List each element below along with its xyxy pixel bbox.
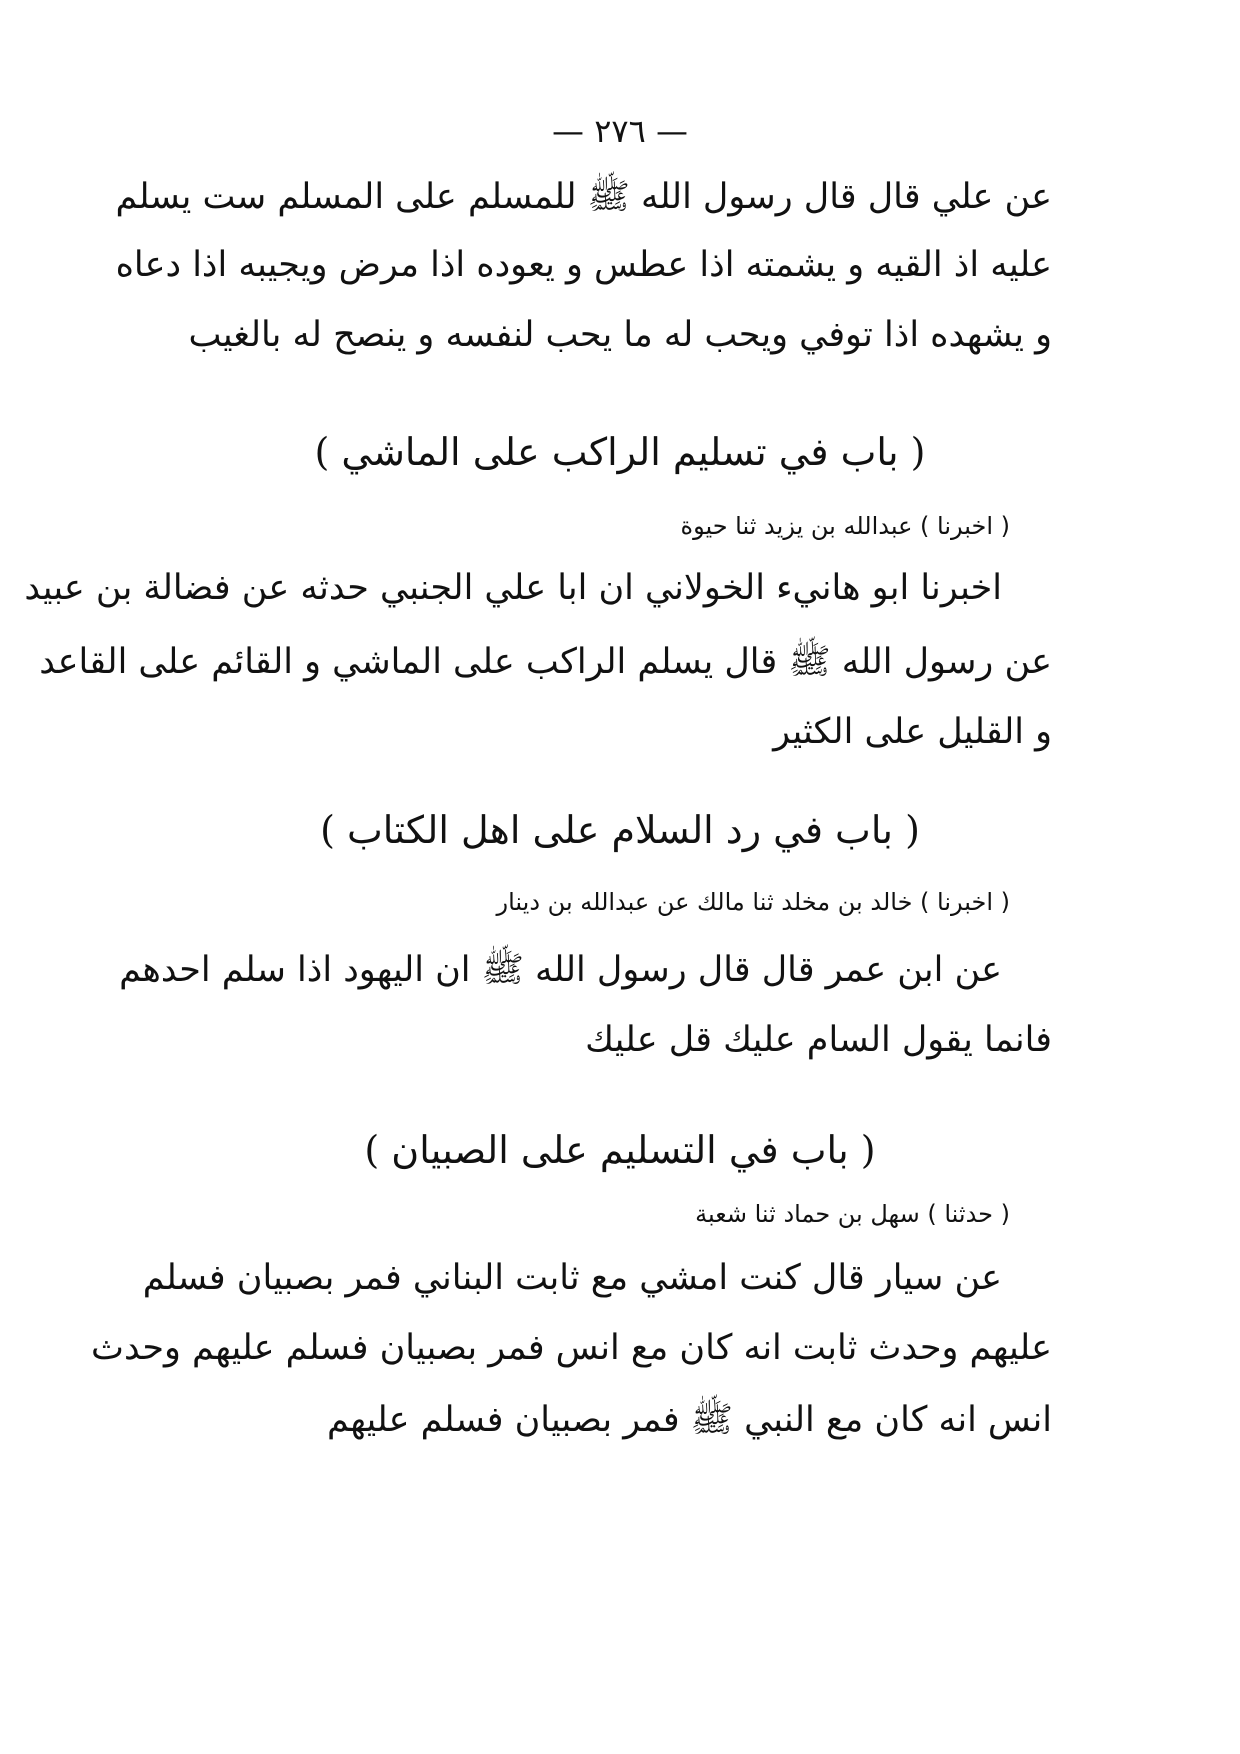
text-line: و القليل على الكثير: [773, 712, 1052, 752]
text-line: عليهم وحدث ثابت انه كان مع انس فمر بصبيان فسلم عليهم وحدث: [91, 1328, 1052, 1368]
text-line: اخبرنا ابو هانيء الخولاني ان ابا علي الجنبي حدثه عن فضالة بن عبيد: [24, 568, 1002, 608]
text-line: عن رسول الله ﷺ قال يسلم الراكب على الماشي و القائم على القاعد: [39, 642, 1052, 682]
text-line: عن علي قال قال رسول الله ﷺ للمسلم على المسلم ست يسلم: [115, 177, 1052, 217]
chapter-heading: ( باب في التسليم على الصبيان ): [364, 1128, 876, 1172]
page-number: — ٢٧٦ —: [552, 112, 688, 150]
text-line: عن ابن عمر قال قال رسول الله ﷺ ان اليهود اذا سلم احدهم: [119, 950, 1002, 990]
isnad-line: ( اخبرنا ) خالد بن مخلد ثنا مالك عن عبدالله بن دينار: [496, 888, 1010, 916]
chapter-heading: ( باب في رد السلام على اهل الكتاب ): [320, 808, 920, 852]
text-line: انس انه كان مع النبي ﷺ فمر بصبيان فسلم عليهم: [327, 1400, 1052, 1440]
text-line: و يشهده اذا توفي ويحب له ما يحب لنفسه و ينصح له بالغيب: [188, 315, 1052, 355]
text-line: عن سيار قال كنت امشي مع ثابت البناني فمر بصبيان فسلم: [142, 1258, 1002, 1298]
text-line: فانما يقول السام عليك قل عليك: [585, 1020, 1052, 1060]
isnad-line: ( اخبرنا ) عبدالله بن يزيد ثنا حيوة: [680, 512, 1010, 540]
isnad-line: ( حدثنا ) سهل بن حماد ثنا شعبة: [695, 1200, 1010, 1228]
chapter-heading: ( باب في تسليم الراكب على الماشي ): [314, 430, 926, 474]
text-line: عليه اذ القيه و يشمته اذا عطس و يعوده اذا مرض ويجيبه اذا دعاه: [115, 245, 1052, 285]
